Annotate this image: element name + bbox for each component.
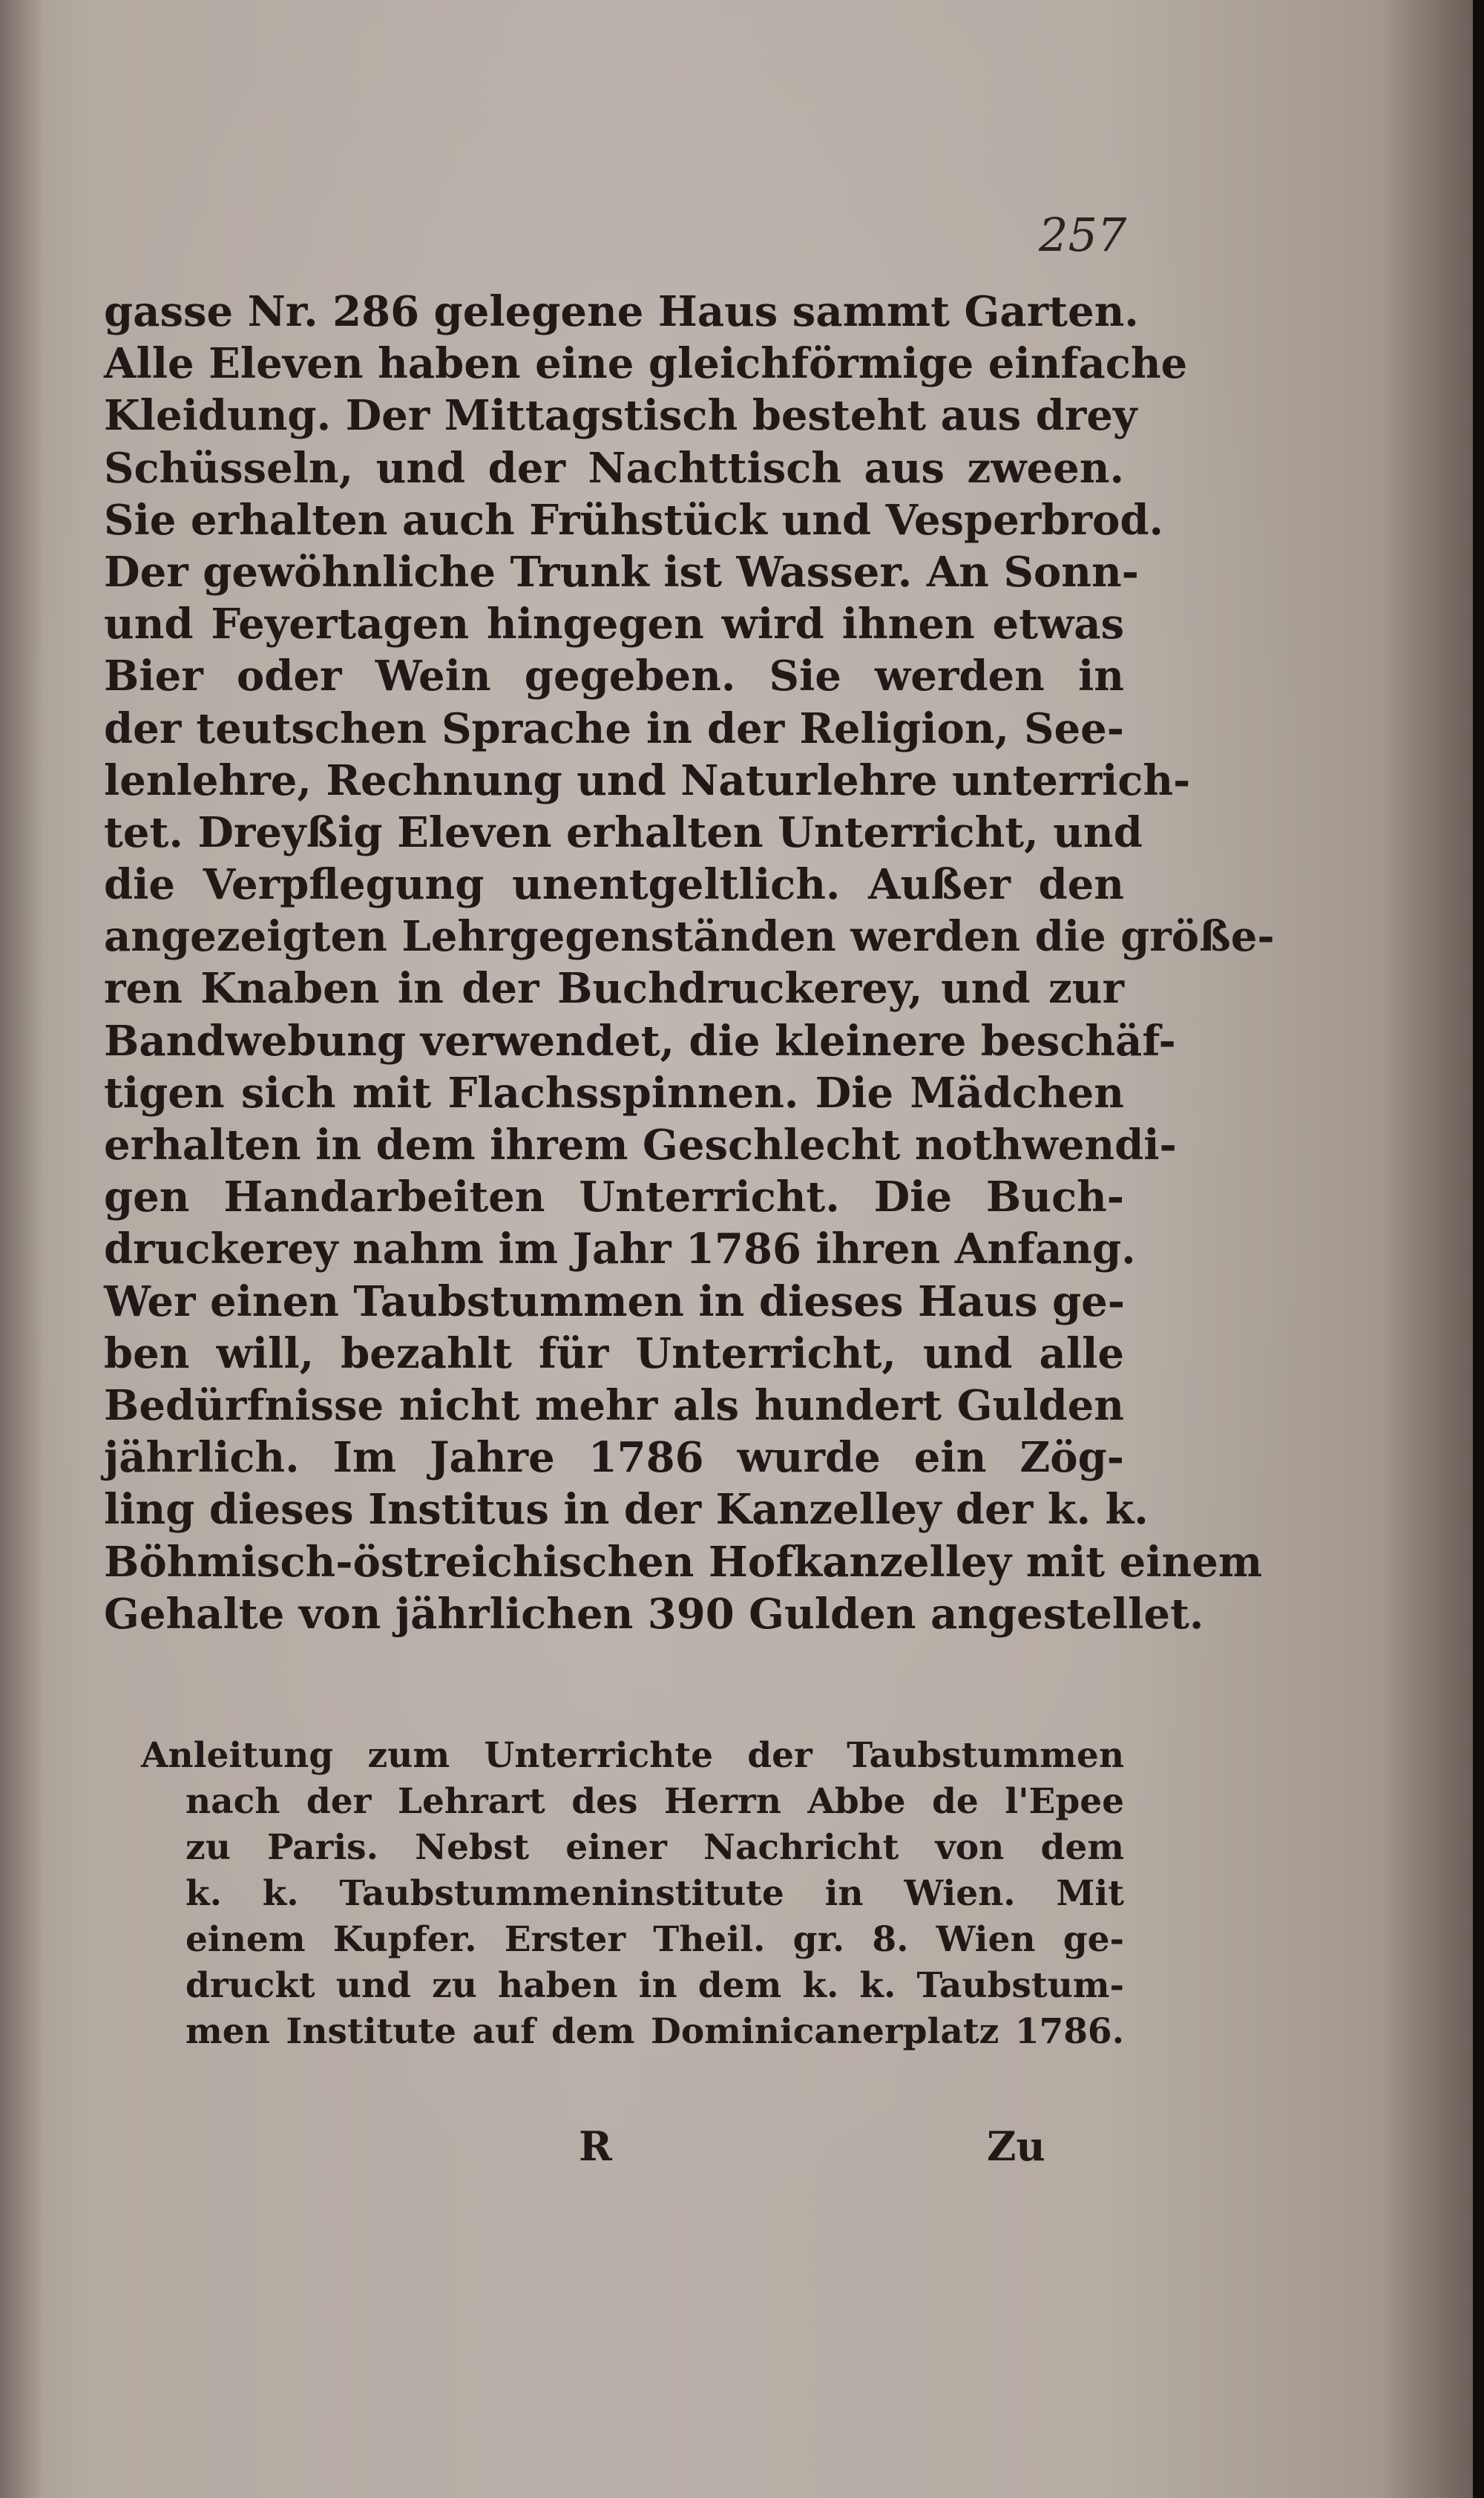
body-line: lenlehre, Rechnung und Naturlehre unterrich- — [104, 755, 1191, 805]
body-line: Bier oder Wein gegeben. Sie werden in — [104, 652, 1124, 701]
page-edge-shadow — [1384, 0, 1473, 2498]
footnote-line: druckt und zu haben in dem k. k. Taubstum- — [186, 1965, 1124, 2006]
body-line: angezeigten Lehrgegenständen werden die größe- — [104, 912, 1275, 962]
page-number: 257 — [1039, 208, 1127, 262]
body-line: jährlich. Im Jahre 1786 wurde ein Zög- — [104, 1433, 1124, 1483]
body-line: Bedürfnisse nicht mehr als hundert Gulden — [104, 1380, 1124, 1430]
footnote-line: zu Paris. Nebst einer Nachricht von dem — [186, 1827, 1124, 1868]
body-line: Wer einen Taubstummen in dieses Haus ge- — [104, 1276, 1126, 1326]
body-line: erhalten in dem ihrem Geschlecht nothwendi- — [104, 1121, 1177, 1170]
body-line: und Feyertagen hingegen wird ihnen etwas — [104, 600, 1124, 649]
catchword: Zu — [987, 2122, 1045, 2170]
body-line: gen Handarbeiten Unterricht. Die Buch- — [104, 1173, 1124, 1222]
body-line: Bandwebung verwendet, die kleinere beschäf- — [104, 1016, 1176, 1066]
body-line: ren Knaben in der Buchdruckerey, und zur — [104, 964, 1124, 1014]
footnote-line: nach der Lehrart des Herrn Abbe de l'Epee — [186, 1781, 1124, 1822]
body-line: Alle Eleven haben eine gleichförmige einfache — [104, 339, 1188, 389]
footnote-line: Anleitung zum Unterrichte der Taubstummen — [141, 1735, 1124, 1776]
body-line: Schüsseln, und der Nachttisch aus zween. — [104, 443, 1124, 493]
signature-mark: R — [579, 2122, 612, 2170]
footnote-line: men Institute auf dem Dominicanerplatz 1786. — [186, 2011, 1124, 2052]
body-line: der teutschen Sprache in der Religion, See- — [104, 704, 1124, 753]
gutter-shadow — [0, 0, 45, 2498]
footnote — [141, 1733, 1124, 2055]
body-line: Böhmisch-östreichischen Hofkanzelley mit einem — [104, 1537, 1263, 1587]
body-line: die Verpflegung unentgeltlich. Außer den — [104, 860, 1124, 910]
body-line: Sie erhalten auch Frühstück und Vesperbrod. — [104, 495, 1163, 545]
body-line: druckerey nahm im Jahr 1786 ihren Anfang. — [104, 1225, 1136, 1274]
body-line: tet. Dreyßig Eleven erhalten Unterricht, und — [104, 807, 1143, 857]
body-text — [104, 286, 1275, 1640]
body-line: gasse Nr. 286 gelegene Haus sammt Garten. — [104, 287, 1139, 336]
body-line: ben will, bezahlt für Unterricht, und alle — [104, 1328, 1124, 1378]
footnote-line: k. k. Taubstummeninstitute in Wien. Mit — [186, 1873, 1124, 1914]
footnote-line: einem Kupfer. Erster Theil. gr. 8. Wien ge- — [186, 1919, 1124, 1960]
body-line: ling dieses Institus in der Kanzelley der k. k. — [104, 1485, 1149, 1535]
body-line: Kleidung. Der Mittagstisch besteht aus drey — [104, 391, 1137, 441]
body-line: Der gewöhnliche Trunk ist Wasser. An Sonn- — [104, 547, 1139, 597]
body-line: Gehalte von jährlichen 390 Gulden angestellet. — [104, 1589, 1204, 1639]
body-line: tigen sich mit Flachsspinnen. Die Mädchen — [104, 1068, 1124, 1118]
